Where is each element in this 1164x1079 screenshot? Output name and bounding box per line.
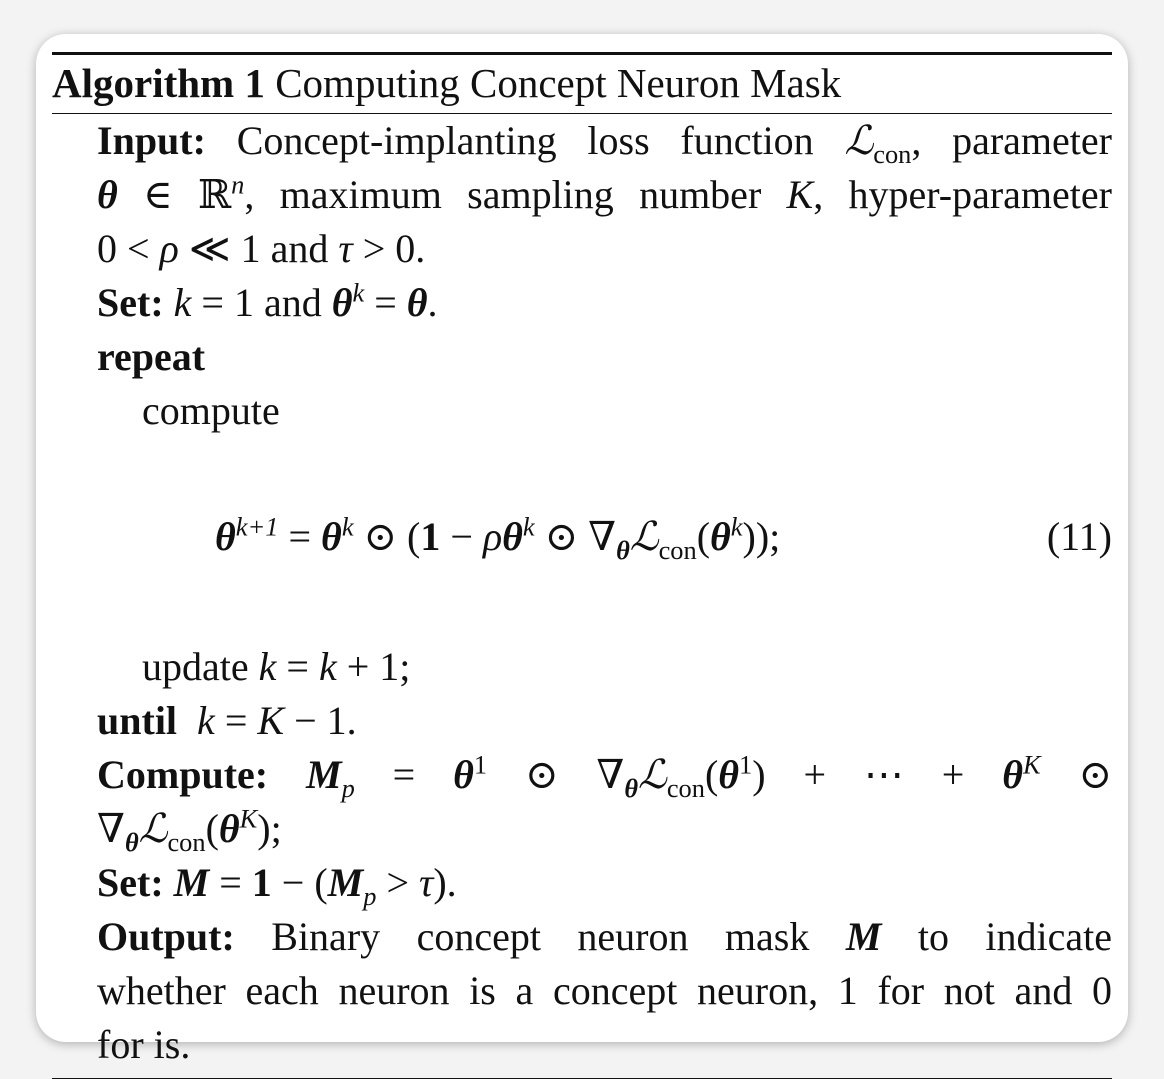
output-line-1: Output: Binary concept neuron mask M to indicate [97,914,1113,959]
input-text-1: Concept-implanting loss function [236,118,814,163]
update-word: update [142,644,249,689]
and-word: and [270,226,329,271]
until-line: until k = K − 1. [97,698,357,743]
equation-11 [97,438,1112,640]
set-keyword: Set: [97,860,164,905]
set-line-2: Set: $M = 1 - (M_p > \tau)$. [97,860,457,911]
algorithm-body [52,114,1112,1072]
until-keyword: until [97,698,178,743]
set-keyword: Set: [97,280,164,325]
output-line-2 [97,964,1112,1018]
equation-number: (11) [1046,514,1112,559]
compute-keyword: Compute: [97,752,269,797]
output-text-3: for is. [97,1022,191,1067]
output-text-1: Binary concept neuron mask [271,914,810,959]
input-line-1: Input: Concept-implanting loss function ℒ$_{con}$, parameter [97,118,1112,169]
equation-body: $\theta^{k+1} = \theta^k$ ⊙ ($1 - \rho\theta^k$ ⊙ $\nabla_\theta ℒ_{con}(\theta^k)$); [215,511,781,565]
algorithm-box [52,52,1112,1079]
compute-line-1: Compute: $M_p = \theta^1$ ⊙ $\nabla_\theta ℒ_{con}(\theta^1)$ + ⋯ + $\theta^K$ ⊙ [97,749,1113,803]
algorithm-label: Algorithm 1 [52,60,265,106]
algorithm-name: Computing Concept Neuron Mask [275,60,842,106]
compute-line-2: $\nabla_\theta ℒ_{con}(\theta^K)$; [97,803,282,857]
output-keyword: Output: [97,914,235,959]
output-line-3 [97,1018,1112,1072]
and-word: and [263,280,322,325]
output-text-1b: to indicate [917,914,1113,959]
compute-word: compute [142,388,280,433]
input-line-2: θ ∈ ℝ$^n$, maximum sampling number K, hyper-parameter [97,169,1112,217]
input-text-2b: , hyper-parameter [813,172,1112,217]
repeat-line [97,330,1112,384]
algorithm-title [52,55,1112,113]
input-line-3: 0 < ρ ≪ 1 and τ > 0. [97,226,426,271]
set-line-1: Set: k = 1 and $\theta^k = \theta$. [97,277,438,325]
input-text-1b: , parameter [911,118,1112,163]
input-keyword: Input: [97,118,206,163]
input-text-2: , maximum sampling number [244,172,762,217]
compute-word-line [97,384,1112,438]
repeat-keyword: repeat [97,334,206,379]
output-text-2: whether each neuron is a concept neuron, 1 for not and 0 [97,968,1112,1013]
update-line: update k = k + 1; [142,644,411,689]
